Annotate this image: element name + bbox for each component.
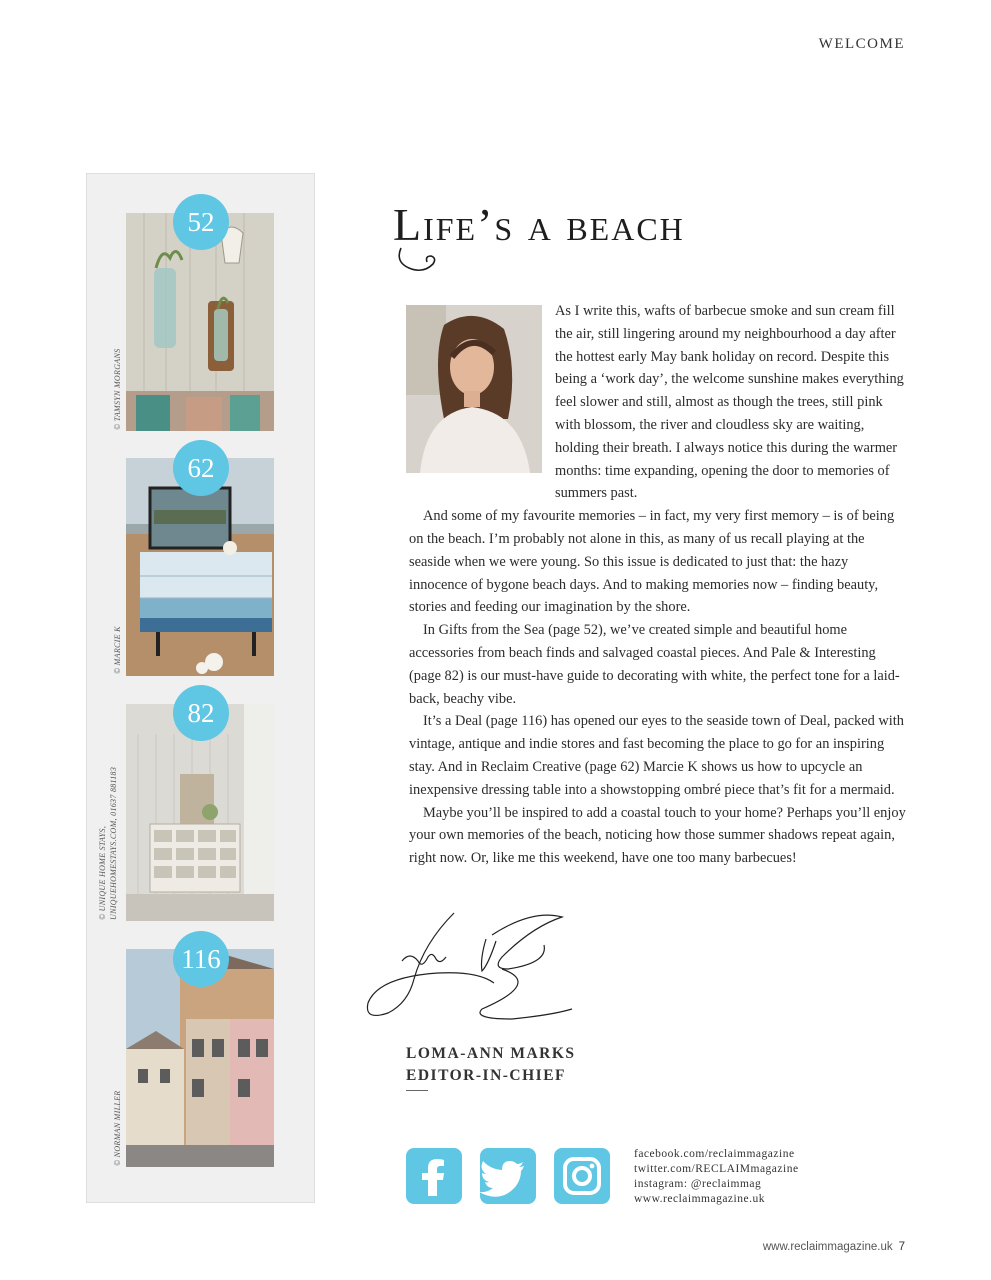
editor-role: EDITOR-IN-CHIEF	[406, 1067, 567, 1084]
website-link[interactable]: www.reclaimmagazine.uk	[634, 1193, 765, 1205]
paragraph: Maybe you’ll be inspired to add a coastal touch to your home? Perhaps you’ll enjoy your own memories of the beach, noticing how those summer shadows repeat again, right now. Or, like me this weekend, have one too many barbecues!	[409, 804, 906, 867]
divider	[406, 1090, 428, 1091]
page-title-text: Life’s a beach	[393, 199, 685, 250]
photo-credit-line: UNIQUEHOMESTAYS.COM, 01637 881183	[109, 766, 118, 920]
editor-name: LOMA-ANN MARKS	[406, 1045, 576, 1062]
page-badge-82[interactable]: 82	[173, 685, 229, 741]
page-number: 7	[898, 1241, 905, 1253]
twitter-icon[interactable]	[480, 1148, 536, 1204]
editor-credit	[406, 1043, 576, 1087]
social-links	[634, 1147, 799, 1207]
page-badge-52[interactable]: 52	[173, 194, 229, 250]
editors-letter	[409, 300, 906, 870]
instagram-link[interactable]: instagram: @reclaimmag	[634, 1178, 762, 1190]
photo-credit	[97, 767, 119, 920]
page-title	[393, 198, 685, 251]
photo-credit: © MARCIE K	[113, 626, 122, 674]
paragraph: It’s a Deal (page 116) has opened our eyes to the seaside town of Deal, packed with vintage, antique and indie stores and fast becoming the place to go for an inspiring stay. And in Reclaim Creative (page 62) Marcie K shows us how to upcycle an inexpensive dressing table into a showstopping ombré piece that’s fit for a mermaid.	[409, 713, 904, 798]
paragraph: In Gifts from the Sea (page 52), we’ve created simple and beautiful home accessories from beach finds and salvaged coastal pieces. And Pale & Interesting (page 82) is our must-have guide to decorating with white, the perfect tone for a laid-back, beachy vibe.	[409, 622, 900, 707]
title-swash-ornament	[395, 246, 455, 276]
page-badge-116[interactable]: 116	[173, 931, 229, 987]
page-footer	[763, 1241, 905, 1253]
facebook-link[interactable]: facebook.com/reclaimmagazine	[634, 1148, 795, 1160]
paragraph: As I write this, wafts of barbecue smoke and sun cream fill the air, still lingering around my neighbourhood a day after the hottest early May bank holiday on record. Despite this being a ‘work day’, the welcome sunshine makes everything feel slower and still, almost as though the trees, still pink with blossom, the river and cloudless sky are waiting, holding their breath. I always notice this during the warmer months: time expanding, opening the door to memories of summers past.	[555, 303, 904, 502]
editor-signature	[362, 905, 582, 1035]
facebook-icon[interactable]	[406, 1148, 462, 1204]
section-label: WELCOME	[818, 36, 905, 52]
paragraph: And some of my favourite memories – in fact, my very first memory – is of being on the beach. I’m probably not alone in this, as many of us recall playing at the seaside when we were young. So this issue is dedicated to just that: the hazy innocence of bygone beach days. And to making memories now – finding beauty, stories and feeding our imagination by the shore.	[409, 508, 895, 616]
photo-credit: © NORMAN MILLER	[113, 1090, 122, 1166]
photo-credit-line: © UNIQUE HOME STAYS,	[98, 825, 107, 920]
footer-url[interactable]: www.reclaimmagazine.uk	[762, 1241, 893, 1253]
contents-sidebar	[86, 173, 315, 1203]
twitter-link[interactable]: twitter.com/RECLAIMmagazine	[634, 1163, 799, 1175]
page-badge-62[interactable]: 62	[173, 440, 229, 496]
photo-credit: © TAMSYN MORGANS	[113, 348, 122, 430]
instagram-icon[interactable]	[554, 1148, 610, 1204]
